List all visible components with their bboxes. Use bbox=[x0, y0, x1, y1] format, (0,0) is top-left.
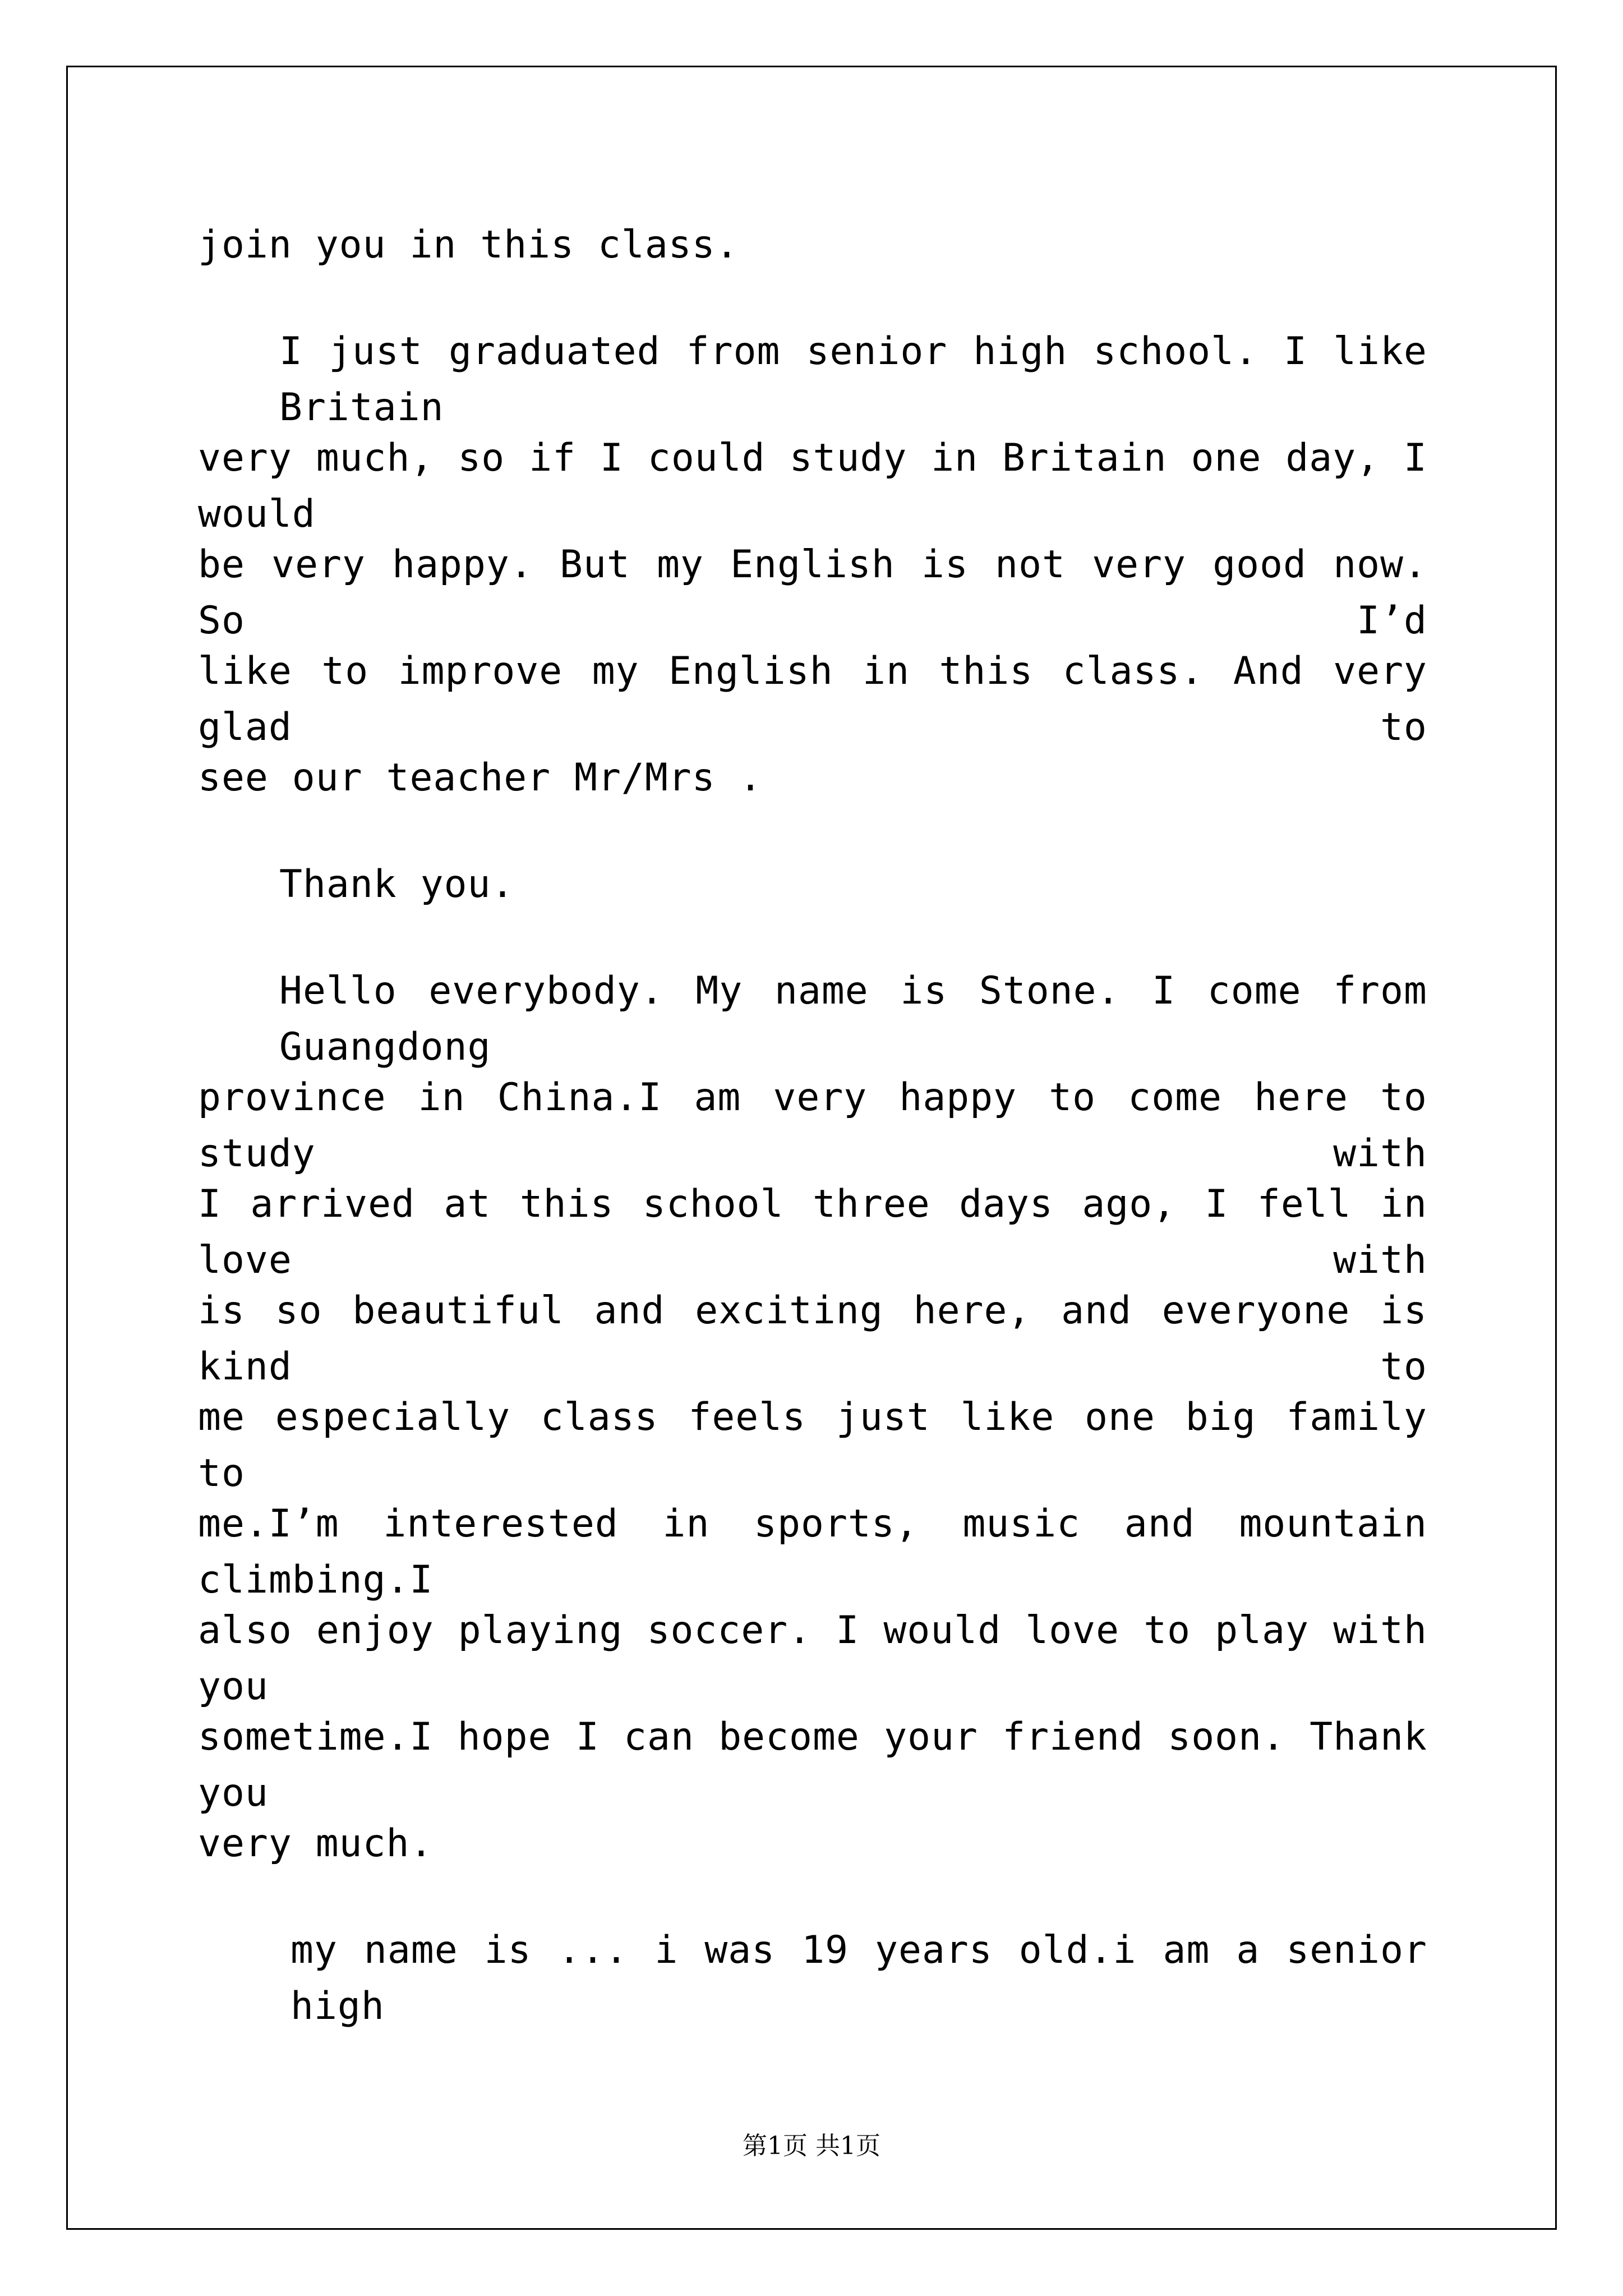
text-line: is so beautiful and exciting here, and everyone is kind to bbox=[198, 1289, 1427, 1389]
text-line: province in China.I am very happy to come here to study with bbox=[198, 1075, 1427, 1176]
text-line: I arrived at this school three days ago, I fell in love with bbox=[198, 1182, 1427, 1282]
page-footer: 第1页 共1页 bbox=[743, 2132, 880, 2160]
text-line: I just graduated from senior high school. I like Britain bbox=[279, 329, 1427, 430]
text-line: be very happy. But my English is not very good now. So I’d bbox=[198, 542, 1427, 643]
text-line: join you in this class. bbox=[198, 223, 739, 267]
text-line: very much. bbox=[198, 1821, 434, 1866]
text-line: sometime.I hope I can become your friend soon. Thank you bbox=[198, 1715, 1427, 1815]
text-line: also enjoy playing soccer. I would love to play with you bbox=[198, 1608, 1427, 1709]
text-line: Hello everybody. My name is Stone. I come from Guangdong bbox=[279, 969, 1427, 1069]
text-line: me.I’m interested in sports, music and mountain climbing.I bbox=[198, 1502, 1427, 1602]
text-line: like to improve my English in this class. And very glad to bbox=[198, 649, 1427, 749]
text-line: Thank you. bbox=[279, 862, 515, 907]
text-line: very much, so if I could study in Britain one day, I would bbox=[198, 436, 1427, 536]
text-line: my name is ... i was 19 years old.i am a senior high bbox=[291, 1928, 1427, 2028]
text-line: see our teacher Mr/Mrs . bbox=[198, 756, 763, 800]
text-line: me especially class feels just like one big family to bbox=[198, 1395, 1427, 1496]
